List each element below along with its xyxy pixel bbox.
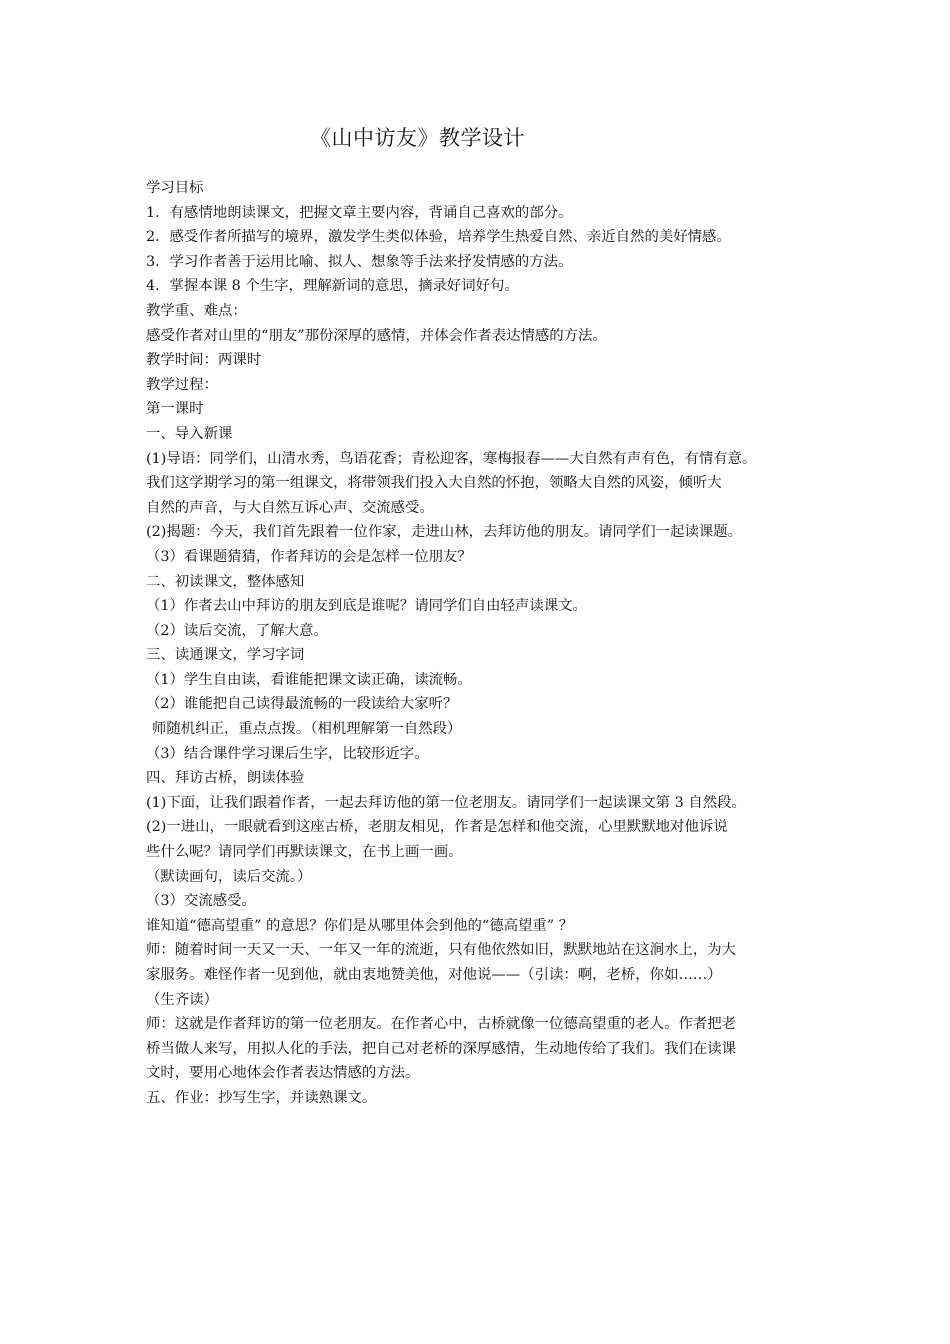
document-title: 《山中访友》教学设计 — [310, 126, 525, 150]
text-line: 我们这学期学习的第一组课文，将带领我们投入大自然的怀抱，领略大自然的风姿，倾听大 — [146, 475, 722, 492]
text-line: 学习目标 — [146, 180, 204, 196]
text-line: (2)揭题：今天，我们首先跟着一位作家，走进山林，去拜访他的朋友。请同学们一起读课题。 — [146, 524, 743, 541]
text-line: （3）交流感受。 — [146, 893, 256, 910]
text-line: 4．掌握本课 8 个生字，理解新词的意思，摘录好词好句。 — [146, 278, 519, 295]
text-line: 二、初读课文，整体感知 — [146, 573, 305, 590]
text-line: （3）看课题猜猜，作者拜访的会是怎样一位朋友？ — [146, 548, 472, 565]
text-line: （3）结合课件学习课后生字，比较形近字。 — [146, 745, 429, 762]
text-line: 2．感受作者所描写的境界，激发学生类似体验，培养学生热爱自然、亲近自然的美好情感。 — [146, 229, 731, 246]
text-line: 1．有感情地朗读课文，把握文章主要内容，背诵自己喜欢的部分。 — [146, 204, 573, 221]
text-line: （默读画句，读后交流。） — [146, 868, 312, 885]
text-line: 师：随着时间一天又一天、一年又一年的流逝，只有他依然如旧，默默地站在这涧水上，为大 — [146, 942, 737, 959]
text-line: 教学过程： — [146, 376, 218, 393]
text-line: （生齐读） — [146, 991, 218, 1008]
text-line: 四、拜访古桥，朗读体验 — [146, 770, 305, 787]
text-line: 五、作业：抄写生字，并读熟课文。 — [146, 1089, 377, 1106]
text-line: （1）学生自由读，看谁能把课文读正确，读流畅。 — [146, 671, 472, 688]
text-line: （1）作者去山中拜访的朋友到底是谁呢？请同学们自由轻声读课文。 — [146, 598, 587, 615]
text-line: （2）读后交流，了解大意。 — [146, 622, 328, 639]
text-line: (1)导语：同学们，山清水秀，鸟语花香；青松迎客，寒梅报春——大自然有声有色，有情有意。 — [146, 450, 757, 467]
text-line: (2)一进山，一眼就看到这座古桥，老朋友相见，作者是怎样和他交流，心里默默地对他诉说 — [146, 819, 728, 836]
text-line: 第一课时 — [146, 401, 204, 418]
text-line: 教学重、难点： — [146, 302, 247, 319]
text-line: 文时，要用心地体会作者表达情感的方法。 — [146, 1065, 420, 1082]
text-line: 谁知道“德高望重” 的意思？你们是从哪里体会到他的“德高望重” ？ — [146, 917, 574, 934]
text-line: 桥当做人来写，用拟人化的手法，把自己对老桥的深厚感情，生动地传给了我们。我们在读课 — [146, 1040, 737, 1057]
text-line: 三、读通课文，学习字词 — [146, 647, 305, 664]
text-line: （2）谁能把自己读得最流畅的一段读给大家听？ — [146, 696, 458, 713]
text-line: 3．学习作者善于运用比喻、拟人、想象等手法来抒发情感的方法。 — [146, 253, 573, 270]
document-body — [146, 176, 826, 1111]
text-line: 自然的声音，与大自然互诉心声、交流感受。 — [146, 499, 434, 516]
text-line: 师：这就是作者拜访的第一位老朋友。在作者心中，古桥就像一位德高望重的老人。作者把老 — [146, 1016, 737, 1033]
text-line: 师随机纠正，重点点拨。（相机理解第一自然段） — [152, 721, 462, 738]
text-line: 感受作者对山里的“朋友”那份深厚的感情，并体会作者表达情感的方法。 — [146, 327, 607, 344]
text-line: 一、导入新课 — [146, 425, 233, 442]
text-line: 教学时间：两课时 — [146, 352, 262, 369]
text-line: 些什么呢？请同学们再默读课文，在书上画一画。 — [146, 844, 463, 861]
text-line: (1)下面，让我们跟着作者，一起去拜访他的第一位老朋友。请同学们一起读课文第 3 自然段。 — [146, 794, 746, 811]
text-line: 家服务。难怪作者一见到他，就由衷地赞美他，对他说——（引读：啊，老桥，你如……） — [146, 967, 722, 983]
